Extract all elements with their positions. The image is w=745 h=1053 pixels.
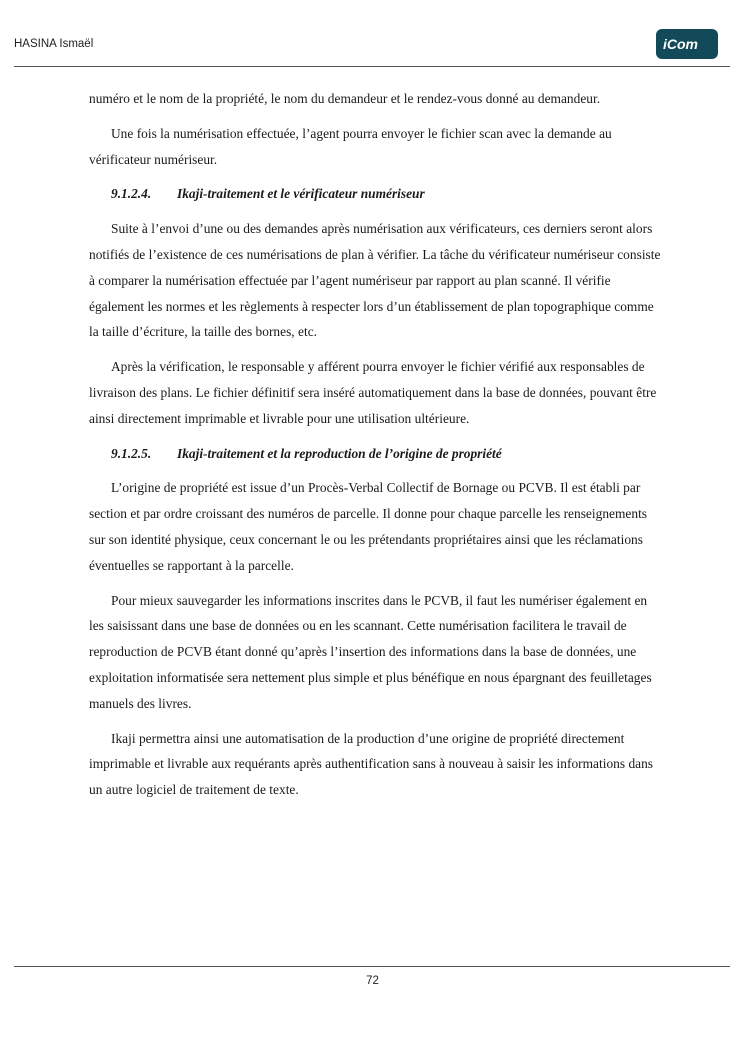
paragraph: numéro et le nom de la propriété, le nom du demandeur et le rendez-vous donné au demandeur. bbox=[89, 91, 601, 106]
section-number: 9.1.2.5. bbox=[111, 445, 152, 461]
section-number: 9.1.2.4. bbox=[111, 186, 152, 202]
header-divider bbox=[14, 66, 730, 67]
paragraph: Une fois la numérisation effectuée, l’agent pourra envoyer le fichier scan avec la demande au vérificateur numériseur. bbox=[89, 125, 612, 167]
section-title: Ikaji-traitement et le vérificateur numériseur bbox=[177, 186, 425, 202]
document-body bbox=[89, 86, 664, 812]
paragraph: Suite à l’envoi d’une ou des demandes après numérisation aux vérificateurs, ces derniers seront alors notifiés de l’existence de ces numérisations de plan à vérifier. La tâche du vérificateur numériseur consiste à comparer la numérisation effectuée par l’agent numériseur par rapport au plan scanné. Il vérifie également les normes et les règlements à respecter lors d’un établissement de plan topographique comme la taille d’écriture, la taille des bornes, etc. bbox=[89, 221, 661, 340]
page-number: 72 bbox=[366, 975, 379, 987]
paragraph: Après la vérification, le responsable y afférent pourra envoyer le fichier vérifié aux responsables de livraison des plans. Le fichier définitif sera inséré automatiquement dans la base de données, pouvant être ainsi directement imprimable et livrable pour une utilisation ultérieure. bbox=[89, 359, 657, 426]
section-title: Ikaji-traitement et la reproduction de l’origine de propriété bbox=[177, 445, 502, 461]
section-heading bbox=[111, 441, 664, 467]
footer-divider bbox=[14, 966, 730, 967]
paragraph: Pour mieux sauvegarder les informations inscrites dans le PCVB, il faut les numériser également en les saisissant dans une base de données ou en les scannant. Cette numérisation facilitera le travail de reproduction de PCVB étant donné qu’après l’insertion des informations dans la base de données, une exploitation informatisée sera nettement plus simple et plus bénéfique en nous épargnant des feuilletages manuels des livres. bbox=[89, 592, 652, 711]
paragraph: Ikaji permettra ainsi une automatisation de la production d’une origine de propriété directement imprimable et livrable aux requérants après authentification sans à nouveau à saisir les informations dans un autre logiciel de traitement de texte. bbox=[89, 730, 654, 798]
company-logo bbox=[656, 29, 718, 59]
logo-mark-icon bbox=[662, 35, 712, 53]
logo-text: iCom bbox=[663, 36, 698, 52]
author-name: HASINA Ismaël bbox=[14, 38, 94, 50]
paragraph: L’origine de propriété est issue d’un Procès-Verbal Collectif de Bornage ou PCVB. Il est établi par section et par ordre croissant des numéros de parcelle. Il donne pour chaque parcelle les renseignements sur son identité physique, ceux concernant le ou les prétendants propriétaires ainsi que les réclamations éventuelles se rapportant à la parcelle. bbox=[89, 480, 648, 573]
page-header bbox=[0, 0, 745, 70]
section-heading bbox=[111, 181, 664, 207]
